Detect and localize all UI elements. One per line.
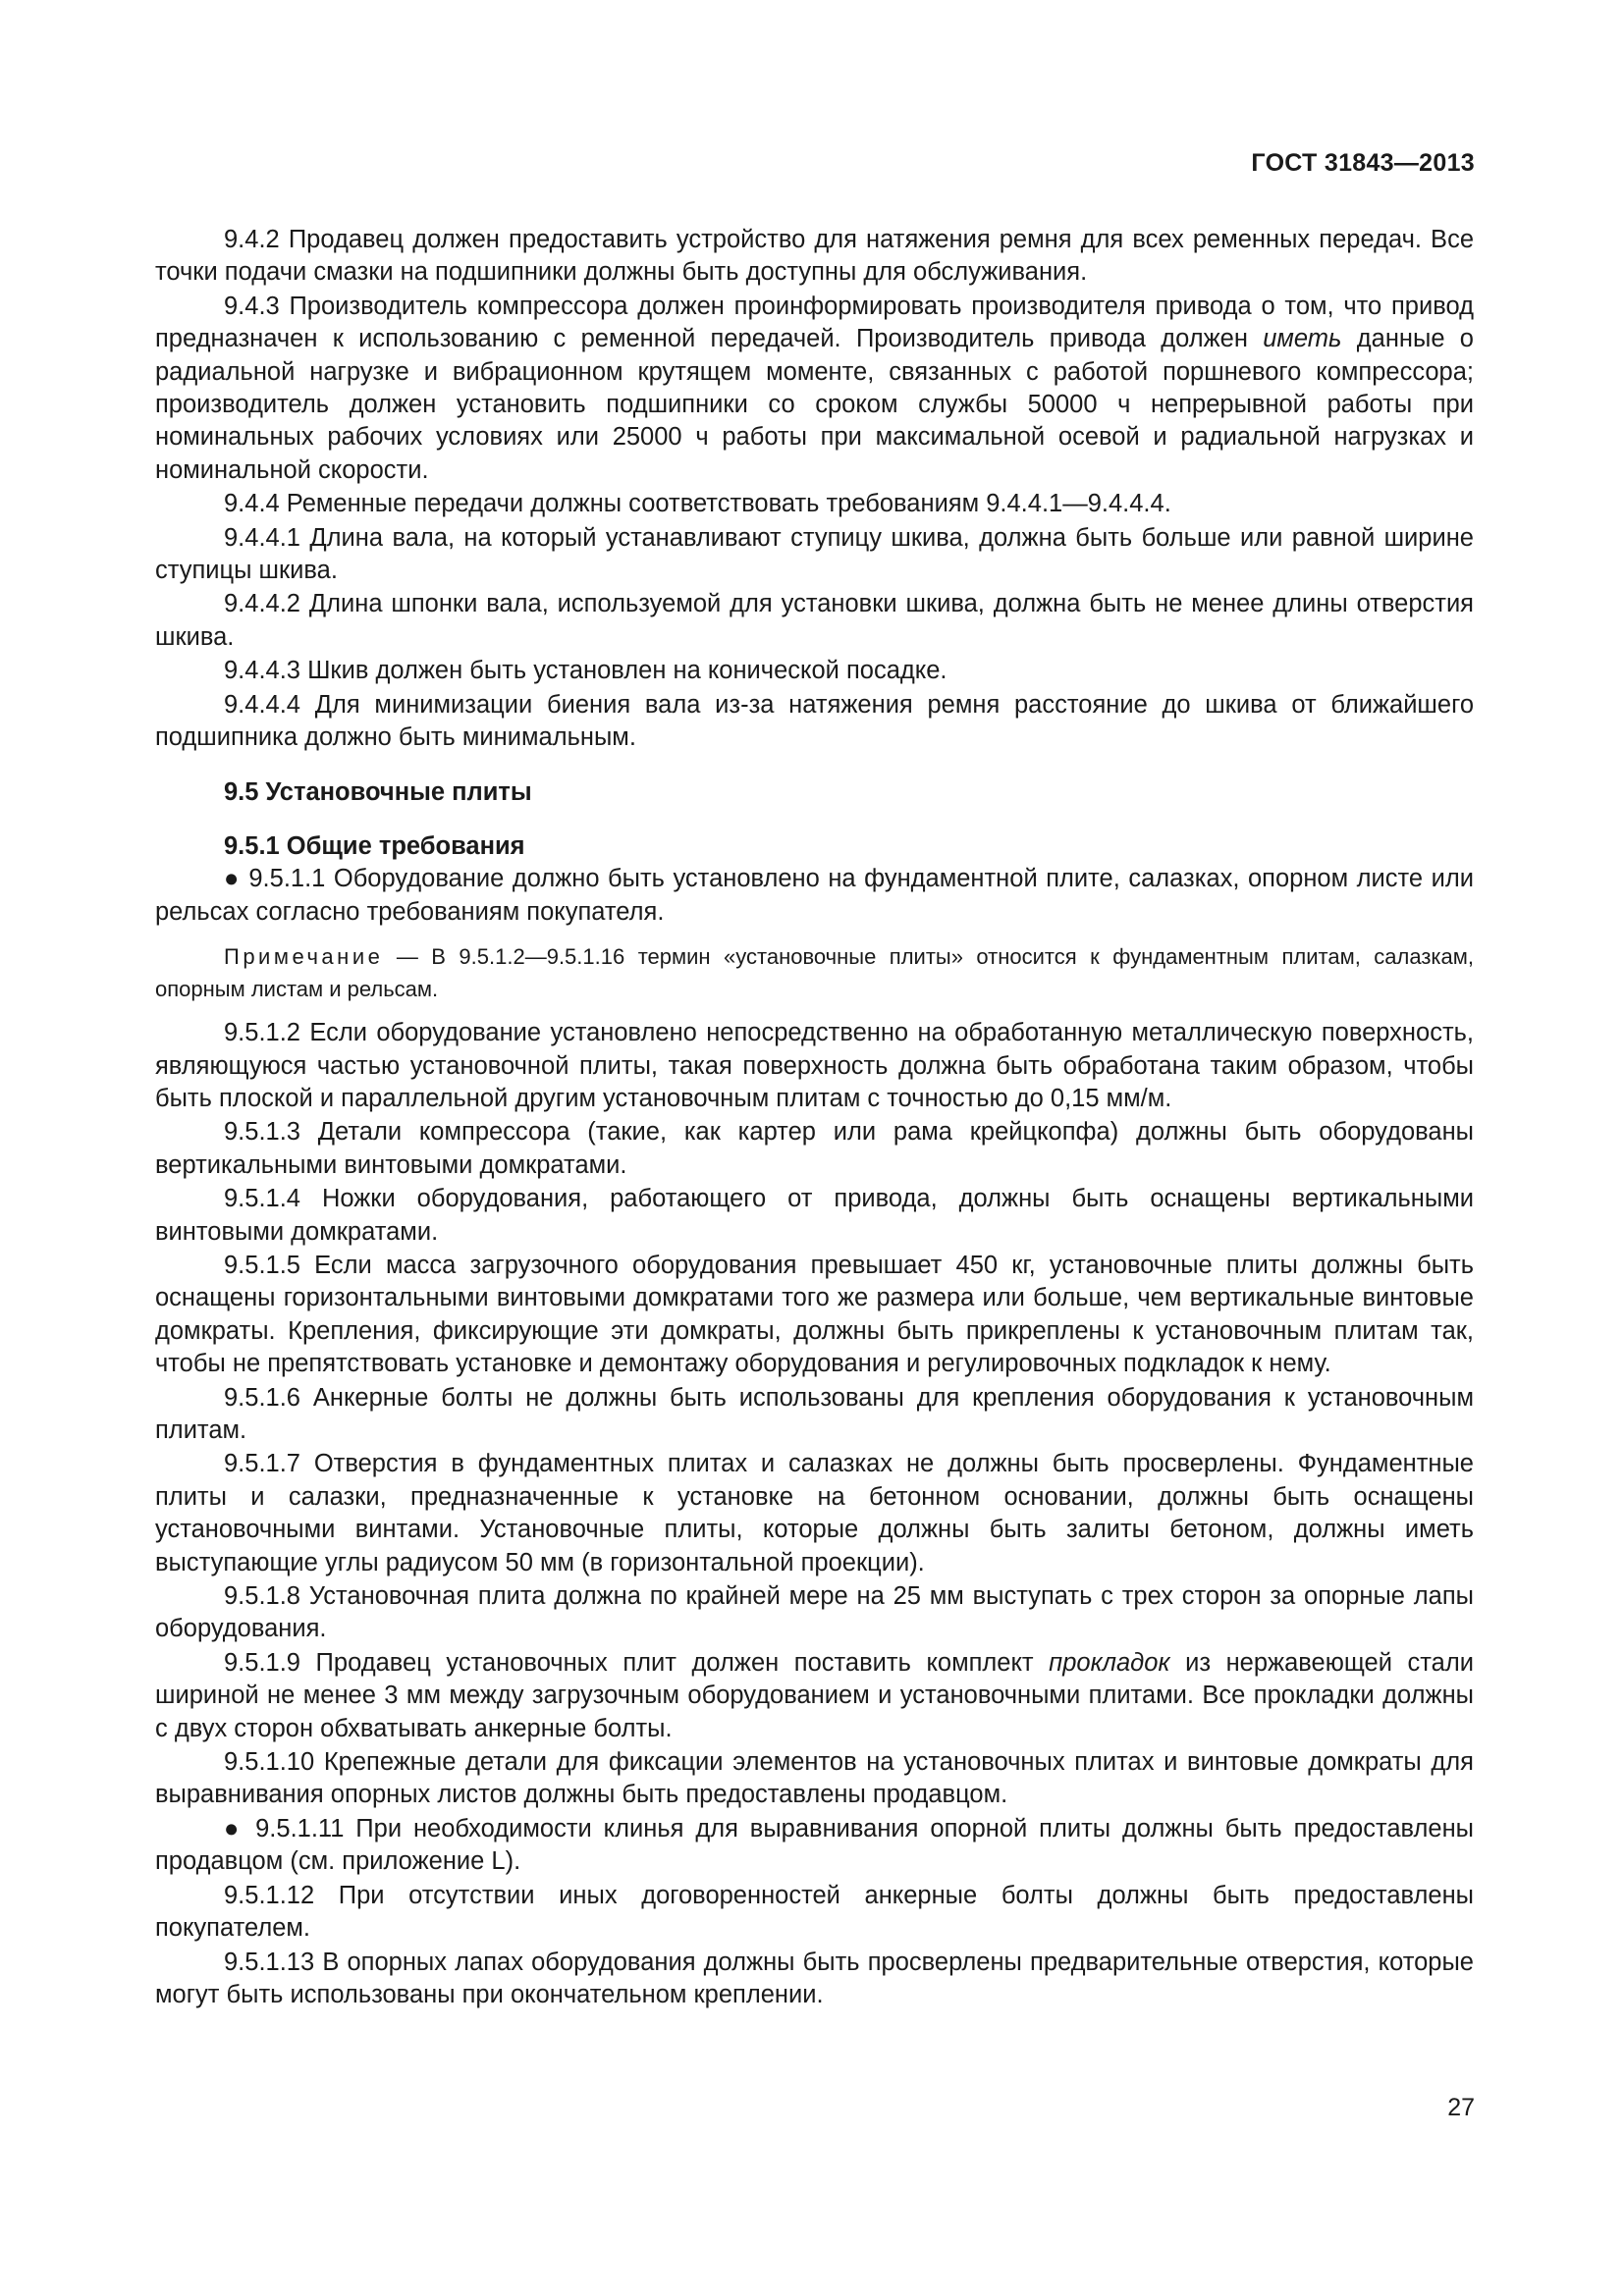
paragraph-9-5-1-10: 9.5.1.10 Крепежные детали для фиксации элементов на установочных плитах и винтовые домкраты для выравнивания опорных листов должны быть предоставлены продавцом. bbox=[155, 1748, 1474, 1809]
paragraph-9-5-1-9 bbox=[155, 1647, 1474, 1745]
paragraph-9-5-1-2: 9.5.1.2 Если оборудование установлено непосредственно на обработанную металлическую поверхность, являющуюся частью установочной плиты, такая поверхность должна быть обработана таким образом, чтобы быть плоской и параллельной другим установочным плитам с точностью до 0,15 мм/м. bbox=[155, 1019, 1474, 1112]
note-label: Примечание bbox=[224, 944, 384, 970]
paragraph-9-4-4-1: 9.4.4.1 Длина вала, на который устанавливают ступицу шкива, должна быть больше или равной ширине ступицы шкива. bbox=[155, 523, 1474, 585]
paragraph-9-5-1-12: 9.5.1.12 При отсутствии иных договоренностей анкерные болты должны быть предоставлены покупателем. bbox=[155, 1881, 1474, 1943]
paragraph-9-5-1-1: ● 9.5.1.1 Оборудование должно быть установлено на фундаментной плите, салазках, опорном листе или рельсах согласно требованиям покупателя. bbox=[155, 865, 1474, 926]
paragraph-9-5-1-9-part-b: из нержавеющей стали шириной не менее 3 мм между загрузочным оборудованием и установочными плитами. Все прокладки должны с двух сторон обхватывать анкерные болты. bbox=[155, 1648, 1474, 1742]
paragraph-9-5-1-4: 9.5.1.4 Ножки оборудования, работающего от привода, должны быть оснащены вертикальными винтовыми домкратами. bbox=[155, 1185, 1474, 1246]
paragraph-9-5-1-7: 9.5.1.7 Отверстия в фундаментных плитах и салазках не должны быть просверлены. Фундаментные плиты и салазки, предназначенные к установке на бетонном основании, должны быть оснащены установочными винтами. Установочные плиты, которые должны быть залиты бетоном, должны иметь выступающие углы радиусом 50 мм (в горизонтальной проекции). bbox=[155, 1450, 1474, 1576]
section-heading-9-5: 9.5 Установочные плиты bbox=[224, 777, 532, 806]
paragraph-9-5-1-8: 9.5.1.8 Установочная плита должна по крайней мере на 25 мм выступать с трех сторон за опорные лапы оборудования. bbox=[155, 1582, 1474, 1643]
paragraph-9-5-1-3: 9.5.1.3 Детали компрессора (такие, как картер или рама крейцкопфа) должны быть оборудованы вертикальными винтовыми домкратами. bbox=[155, 1118, 1474, 1179]
paragraph-9-4-4-3: 9.4.4.3 Шкив должен быть установлен на конической посадке. bbox=[224, 657, 947, 685]
paragraph-9-4-3 bbox=[155, 291, 1474, 487]
emphasis-prokladok: прокладок bbox=[1049, 1648, 1170, 1677]
paragraph-9-4-4-4: 9.4.4.4 Для минимизации биения вала из-за натяжения ремня расстояние до шкива от ближайшего подшипника должно быть минимальным. bbox=[155, 690, 1474, 752]
subsection-heading-9-5-1: 9.5.1 Общие требования bbox=[224, 831, 525, 860]
page-content bbox=[155, 224, 1474, 2012]
paragraph-9-4-4-2: 9.4.4.2 Длина шпонки вала, используемой для установки шкива, должна быть не менее длины отверстия шкива. bbox=[155, 590, 1474, 651]
page-number: 27 bbox=[1447, 2094, 1475, 2121]
note-block bbox=[155, 940, 1474, 1005]
paragraph-9-4-4: 9.4.4 Ременные передачи должны соответствовать требованиям 9.4.4.1—9.4.4.4. bbox=[224, 490, 1171, 518]
document-code-header: ГОСТ 31843—2013 bbox=[1251, 149, 1475, 177]
note-text: — В 9.5.1.2—9.5.1.16 термин «установочные плиты» относится к фундаментным плитам, салазкам, опорным листам и рельсам. bbox=[155, 944, 1474, 1002]
paragraph-9-4-3-part-b: данные о радиальной нагрузке и вибрационном крутящем моменте, связанных с работой поршневого компрессора; производитель должен установить подшипники со сроком службы 50000 ч непрерывной работы при номинальных рабочих условиях или 25000 ч работы при максимальной осевой и радиальной нагрузках и номинальной скорости. bbox=[155, 325, 1474, 484]
paragraph-9-4-2: 9.4.2 Продавец должен предоставить устройство для натяжения ремня для всех ременных передач. Все точки подачи смазки на подшипники должны быть доступны для обслуживания. bbox=[155, 226, 1474, 287]
paragraph-9-5-1-11: ● 9.5.1.11 При необходимости клинья для выравнивания опорной плиты должны быть предоставлены продавцом (см. приложение L). bbox=[155, 1814, 1474, 1876]
paragraph-9-5-1-5: 9.5.1.5 Если масса загрузочного оборудования превышает 450 кг, установочные плиты должны быть оснащены горизонтальными винтовыми домкратами того же размера или больше, чем вертикальные винтовые домкраты. Крепления, фиксирующие эти домкраты, должны быть прикреплены к установочным плитам так, чтобы не препятствовать установке и демонтажу оборудования и регулировочных подкладок к нему. bbox=[155, 1251, 1474, 1378]
paragraph-9-5-1-13: 9.5.1.13 В опорных лапах оборудования должны быть просверлены предварительные отверстия, которые могут быть использованы при окончательном креплении. bbox=[155, 1948, 1474, 2008]
paragraph-9-4-3-part-a: 9.4.3 Производитель компрессора должен проинформировать производителя привода о том, что привод предназначен к использованию с ременной передачей. Производитель привода должен bbox=[155, 292, 1474, 353]
emphasis-imet: иметь bbox=[1263, 325, 1342, 353]
paragraph-9-5-1-9-part-a: 9.5.1.9 Продавец установочных плит должен поставить комплект bbox=[224, 1648, 1050, 1677]
paragraph-9-5-1-6: 9.5.1.6 Анкерные болты не должны быть использованы для крепления оборудования к установочным плитам. bbox=[155, 1383, 1474, 1444]
